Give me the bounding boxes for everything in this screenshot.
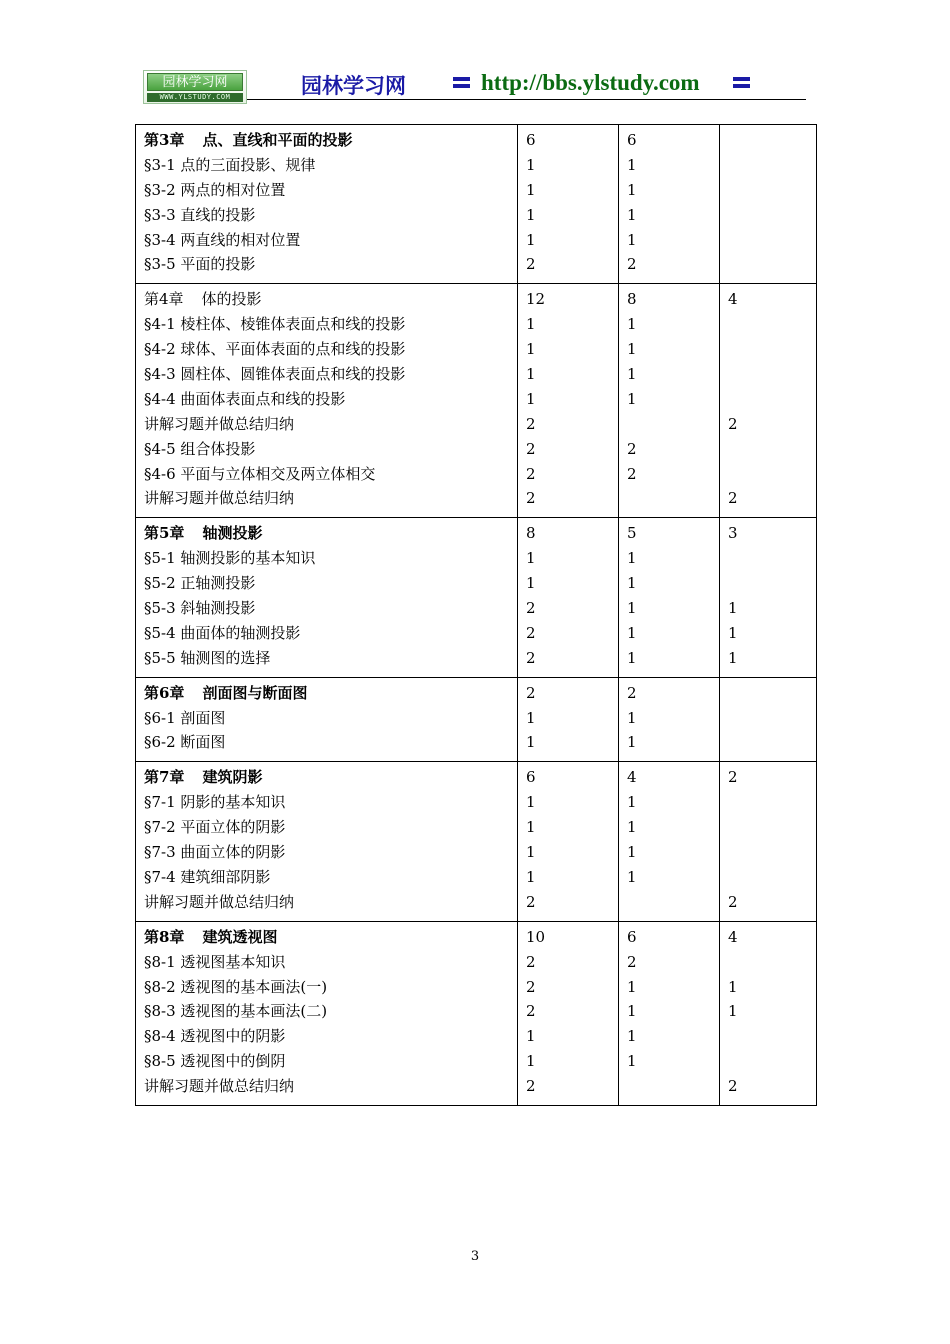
chapter-total-hours <box>728 128 816 153</box>
topic-label: §8-2 透视图的基本画法(一) <box>144 977 328 996</box>
topic-hours: 1 <box>526 389 536 408</box>
topic-hours: 2 <box>728 414 738 433</box>
chapter-total-hours: 4 <box>627 768 637 787</box>
topic-hours <box>728 1049 816 1074</box>
topic-hours: 2 <box>526 414 536 433</box>
topic-hours <box>728 228 816 253</box>
topic-label: §4-1 棱柱体、棱锥体表面点和线的投影 <box>144 315 406 334</box>
topic-hours: 2 <box>526 599 536 618</box>
topic-hours: 1 <box>627 1002 637 1021</box>
topic-hours: 1 <box>728 977 738 996</box>
chapter-title: 轴测投影 <box>202 524 263 543</box>
topic-hours: 1 <box>728 648 738 667</box>
topic-label: §4-2 球体、平面体表面的点和线的投影 <box>144 340 406 359</box>
topic-hours <box>728 252 816 277</box>
topic-label: §4-6 平面与立体相交及两立体相交 <box>144 464 376 483</box>
chapter-total-hours: 4 <box>728 927 738 946</box>
topic-hours: 2 <box>728 489 738 508</box>
topic-label: 讲解习题并做总结归纳 <box>144 892 295 911</box>
topic-hours: 1 <box>627 623 637 642</box>
page-number: 3 <box>470 1249 480 1264</box>
chapter-total-hours: 8 <box>526 524 536 543</box>
topic-label: §8-5 透视图中的倒阴 <box>144 1052 286 1071</box>
topic-hours: 1 <box>728 1002 738 1021</box>
topic-hours: 1 <box>627 230 637 249</box>
topic-hours: 1 <box>627 1027 637 1046</box>
hours-cell-c4 <box>720 284 817 518</box>
chapter-total-hours: 2 <box>526 683 536 702</box>
hours-cell-c4 <box>720 125 817 284</box>
topic-hours: 1 <box>526 793 536 812</box>
topic-hours: 1 <box>627 1052 637 1071</box>
hours-cell-c4 <box>720 518 817 677</box>
topic-label: 讲解习题并做总结归纳 <box>144 1077 295 1096</box>
topic-cell <box>136 125 518 284</box>
topic-label: §3-2 两点的相对位置 <box>144 180 286 199</box>
chapter-title: 体的投影 <box>201 290 262 309</box>
topic-hours <box>728 571 816 596</box>
chapter-heading <box>144 128 517 153</box>
topic-hours: 1 <box>728 623 738 642</box>
topic-hours: 2 <box>627 952 637 971</box>
topic-cell <box>136 762 518 921</box>
topic-hours: 1 <box>526 733 536 752</box>
chapter-heading <box>144 287 517 312</box>
chapter-row <box>136 762 817 921</box>
hours-cell-c3 <box>619 125 720 284</box>
topic-hours: 1 <box>627 205 637 224</box>
page-header <box>143 68 806 104</box>
topic-hours: 1 <box>526 315 536 334</box>
topic-hours: 2 <box>526 464 536 483</box>
topic-label: §4-4 曲面体表面点和线的投影 <box>144 389 346 408</box>
topic-label: §7-4 建筑细部阴影 <box>144 867 271 886</box>
topic-hours: 1 <box>526 843 536 862</box>
hours-cell-c3 <box>619 677 720 762</box>
topic-hours <box>728 362 816 387</box>
topic-hours: 2 <box>526 489 536 508</box>
topic-hours: 1 <box>526 867 536 886</box>
topic-hours: 1 <box>526 180 536 199</box>
chapter-number: 第5章 <box>144 524 185 543</box>
topic-hours <box>728 730 816 755</box>
course-hours-table <box>135 124 817 1106</box>
topic-cell <box>136 518 518 677</box>
topic-hours <box>728 790 816 815</box>
chapter-row <box>136 677 817 762</box>
topic-hours <box>728 153 816 178</box>
logo-text: 园林学习网 <box>147 73 243 91</box>
site-name: 园林学习网 <box>301 74 406 98</box>
topic-label: 讲解习题并做总结归纳 <box>144 414 295 433</box>
topic-hours: 1 <box>526 1052 536 1071</box>
topic-label: §5-5 轴测图的选择 <box>144 648 271 667</box>
topic-hours: 2 <box>526 623 536 642</box>
topic-label: §4-5 组合体投影 <box>144 439 256 458</box>
topic-hours <box>728 312 816 337</box>
chapter-row <box>136 284 817 518</box>
topic-cell <box>136 677 518 762</box>
chapter-total-hours: 5 <box>627 524 637 543</box>
hours-cell-c3 <box>619 762 720 921</box>
topic-label: §5-1 轴测投影的基本知识 <box>144 549 316 568</box>
topic-hours <box>728 840 816 865</box>
topic-hours: 1 <box>627 599 637 618</box>
topic-hours: 2 <box>627 464 637 483</box>
hours-cell-c4 <box>720 677 817 762</box>
chapter-row <box>136 518 817 677</box>
topic-hours: 1 <box>526 365 536 384</box>
chapter-number: 第8章 <box>144 927 185 946</box>
topic-cell <box>136 921 518 1105</box>
header-rule <box>247 99 806 100</box>
topic-hours <box>627 1074 719 1099</box>
chapter-total-hours: 6 <box>627 927 637 946</box>
topic-hours <box>728 178 816 203</box>
topic-cell <box>136 284 518 518</box>
topic-hours: 1 <box>627 365 637 384</box>
topic-hours: 1 <box>627 648 637 667</box>
topic-label: §5-3 斜轴测投影 <box>144 599 256 618</box>
chapter-total-hours <box>728 681 816 706</box>
topic-label: §3-5 平面的投影 <box>144 255 256 274</box>
chapter-total-hours: 4 <box>728 290 738 309</box>
chapter-total-hours: 6 <box>526 131 536 149</box>
topic-hours: 1 <box>627 708 637 727</box>
topic-hours: 2 <box>526 892 536 911</box>
hours-cell-c3 <box>619 518 720 677</box>
topic-hours: 2 <box>627 255 637 274</box>
topic-label: §6-2 断面图 <box>144 733 226 752</box>
chapter-number: 第6章 <box>144 683 185 702</box>
logo-subtext: WWW.YLSTUDY.COM <box>147 93 243 102</box>
chapter-total-hours: 2 <box>627 683 637 702</box>
hours-cell-c2 <box>518 125 619 284</box>
chapter-row <box>136 921 817 1105</box>
topic-label: §7-2 平面立体的阴影 <box>144 818 286 837</box>
topic-hours: 1 <box>627 574 637 593</box>
topic-hours: 1 <box>526 205 536 224</box>
topic-hours: 1 <box>627 793 637 812</box>
chapter-total-hours: 6 <box>526 768 536 787</box>
topic-hours: 2 <box>526 977 536 996</box>
topic-hours: 2 <box>526 439 536 458</box>
topic-hours <box>728 865 816 890</box>
topic-hours <box>627 486 719 511</box>
chapter-total-hours: 12 <box>526 290 546 309</box>
chapter-title: 剖面图与断面图 <box>202 683 308 702</box>
site-url-link[interactable]: http://bbs.ylstudy.com <box>481 70 700 95</box>
topic-hours: 1 <box>627 843 637 862</box>
topic-hours <box>728 437 816 462</box>
topic-label: §4-3 圆柱体、圆锥体表面点和线的投影 <box>144 365 406 384</box>
chapter-row <box>136 125 817 284</box>
hours-cell-c4 <box>720 762 817 921</box>
topic-hours: 1 <box>728 599 738 618</box>
topic-hours: 1 <box>627 340 637 359</box>
chapter-number: 第4章 <box>144 290 184 309</box>
topic-hours: 2 <box>526 255 536 274</box>
topic-hours <box>728 203 816 228</box>
topic-hours: 1 <box>627 818 637 837</box>
hours-cell-c2 <box>518 921 619 1105</box>
chapter-total-hours: 8 <box>627 290 637 309</box>
chapter-heading <box>144 681 517 706</box>
chapter-heading <box>144 925 517 950</box>
topic-hours <box>728 815 816 840</box>
topic-hours: 2 <box>526 648 536 667</box>
site-logo <box>143 70 247 104</box>
topic-hours: 1 <box>526 1027 536 1046</box>
topic-hours: 1 <box>627 549 637 568</box>
hours-cell-c3 <box>619 284 720 518</box>
chapter-number: 第3章 <box>144 131 185 149</box>
topic-hours: 1 <box>526 708 536 727</box>
topic-hours: 1 <box>526 155 536 174</box>
topic-hours <box>728 337 816 362</box>
topic-label: 讲解习题并做总结归纳 <box>144 489 295 508</box>
topic-label: §8-3 透视图的基本画法(二) <box>144 1002 328 1021</box>
topic-hours: 1 <box>627 867 637 886</box>
topic-hours: 2 <box>627 439 637 458</box>
topic-hours <box>728 1024 816 1049</box>
topic-hours: 2 <box>526 1002 536 1021</box>
topic-hours <box>728 387 816 412</box>
hours-cell-c2 <box>518 677 619 762</box>
chapter-title: 建筑阴影 <box>202 768 263 787</box>
hours-cell-c3 <box>619 921 720 1105</box>
chapter-total-hours: 3 <box>728 524 738 543</box>
topic-label: §3-4 两直线的相对位置 <box>144 230 301 249</box>
topic-hours: 2 <box>526 1077 536 1096</box>
chapter-total-hours: 6 <box>627 131 637 149</box>
separator-bars-icon <box>453 77 470 92</box>
topic-hours: 1 <box>627 977 637 996</box>
topic-hours: 1 <box>627 155 637 174</box>
topic-hours: 1 <box>526 230 536 249</box>
topic-hours <box>728 462 816 487</box>
hours-cell-c2 <box>518 518 619 677</box>
separator-bars-icon <box>733 77 750 92</box>
chapter-number: 第7章 <box>144 768 185 787</box>
hours-cell-c4 <box>720 921 817 1105</box>
topic-hours: 1 <box>526 340 536 359</box>
topic-label: §6-1 剖面图 <box>144 708 226 727</box>
chapter-title: 点、直线和平面的投影 <box>202 131 353 149</box>
topic-hours: 1 <box>627 389 637 408</box>
hours-cell-c2 <box>518 284 619 518</box>
topic-label: §3-3 直线的投影 <box>144 205 256 224</box>
topic-label: §8-4 透视图中的阴影 <box>144 1027 286 1046</box>
topic-label: §5-2 正轴测投影 <box>144 574 256 593</box>
topic-hours <box>728 546 816 571</box>
topic-hours: 2 <box>728 1077 738 1096</box>
topic-hours <box>627 890 719 915</box>
chapter-heading <box>144 521 517 546</box>
topic-hours <box>728 706 816 731</box>
chapter-title: 建筑透视图 <box>202 927 278 946</box>
topic-hours: 2 <box>728 892 738 911</box>
topic-hours: 1 <box>526 574 536 593</box>
topic-label: §7-1 阴影的基本知识 <box>144 793 286 812</box>
topic-label: §7-3 曲面立体的阴影 <box>144 843 286 862</box>
chapter-total-hours: 2 <box>728 768 738 787</box>
chapter-heading <box>144 765 517 790</box>
topic-hours <box>627 412 719 437</box>
topic-hours: 1 <box>526 549 536 568</box>
topic-hours <box>728 950 816 975</box>
topic-hours: 1 <box>627 180 637 199</box>
topic-label: §8-1 透视图基本知识 <box>144 952 286 971</box>
chapter-total-hours: 10 <box>526 927 546 946</box>
topic-label: §5-4 曲面体的轴测投影 <box>144 623 301 642</box>
topic-hours: 1 <box>627 733 637 752</box>
topic-hours: 1 <box>526 818 536 837</box>
topic-hours: 2 <box>526 952 536 971</box>
topic-label: §3-1 点的三面投影、规律 <box>144 155 316 174</box>
topic-hours: 1 <box>627 315 637 334</box>
hours-cell-c2 <box>518 762 619 921</box>
